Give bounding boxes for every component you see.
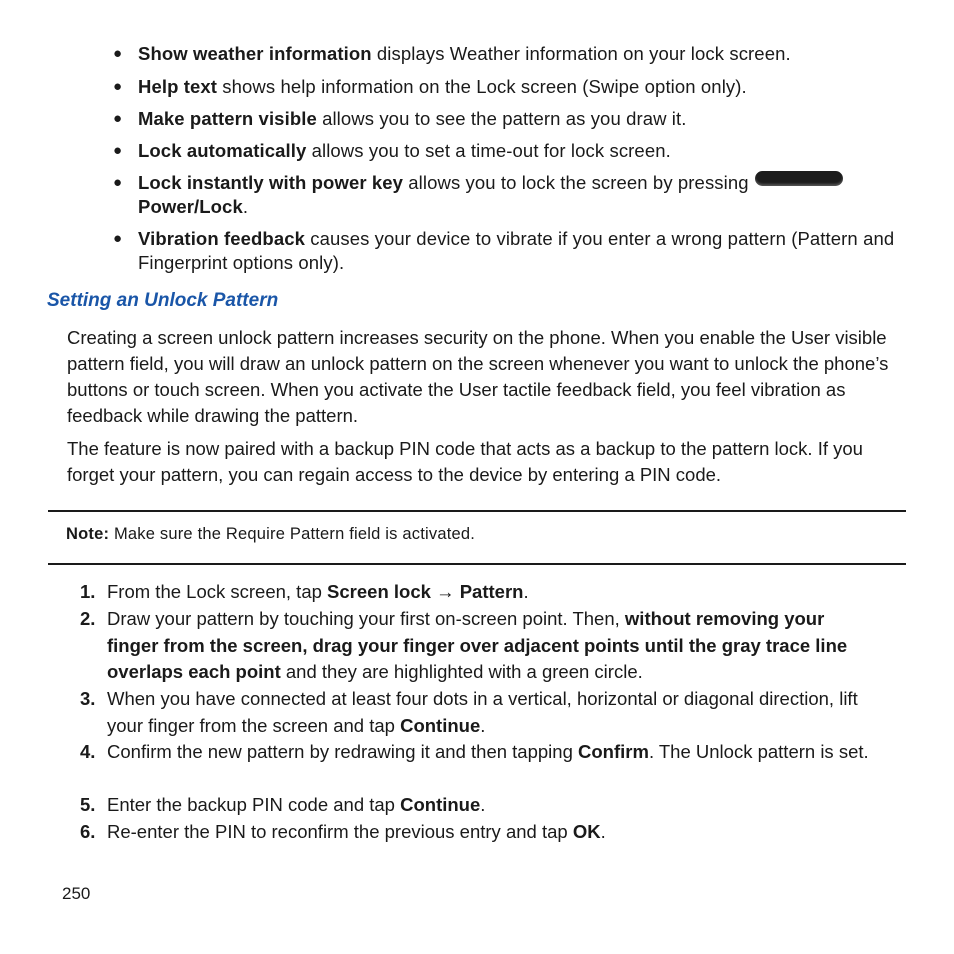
bullet-text: causes your device to vibrate if you enter a wrong pattern (Pattern and Fingerprint options only). [138, 228, 895, 273]
step-item [80, 606, 880, 686]
step-number: 2. [80, 608, 96, 629]
bullet-text: shows help information on the Lock screen (Swipe option only). [217, 76, 747, 97]
bullet-term: Vibration feedback [138, 228, 305, 249]
step-emphasis: Continue [400, 714, 481, 736]
step-emphasis: Pattern [459, 581, 524, 602]
step-text-run: Enter the backup PIN code and tap [107, 794, 401, 815]
bullet-term: Show weather information [138, 43, 372, 64]
step-number: 3. [80, 688, 96, 709]
note-label: Note: [66, 525, 110, 543]
section-heading: Setting an Unlock Pattern [47, 290, 279, 311]
bullet-text: . [242, 196, 249, 217]
step-item [80, 579, 880, 606]
step-item [80, 686, 880, 739]
note-text: Make sure the Require Pattern field is activated. [109, 525, 476, 543]
note-bottom-rule [48, 563, 906, 565]
bullet-dot: ● [113, 174, 123, 191]
list-item [113, 75, 903, 99]
bullet-dot: ● [113, 230, 123, 247]
step-emphasis: Confirm [578, 741, 649, 762]
list-item [113, 139, 903, 163]
body-paragraph: Creating a screen unlock pattern increases security on the phone. When you enable the User visible pattern field, you will draw an unlock pattern on the screen whenever you want to unlock the phone’s buttons or touch screen. When you activate the User tactile feedback field, you feel vibration as feedback while drawing the pattern. [67, 327, 889, 426]
note [66, 525, 475, 544]
step-emphasis: without removing your finger from the screen, drag your finger over adjacent points until the gray trace line overlaps each point [107, 608, 848, 682]
step-text [107, 686, 880, 739]
step-text-run: and they are highlighted with a green circle. [280, 661, 643, 682]
step-text [107, 739, 880, 766]
bullet-term-power-lock: Power/Lock [138, 196, 243, 217]
step-item [80, 819, 880, 846]
bullet-dot: ● [113, 45, 123, 62]
step-text-run: . [480, 794, 486, 815]
step-emphasis: Screen lock [327, 581, 431, 602]
note-top-rule [48, 510, 906, 512]
bullet-text: allows you to set a time-out for lock screen. [306, 140, 671, 161]
step-number: 4. [80, 741, 96, 762]
body-paragraph: The feature is now paired with a backup PIN code that acts as a backup to the pattern lock. If you forget your pattern, you can regain access to the device by entering a PIN code. [67, 438, 863, 485]
bullet-term: Lock automatically [138, 140, 307, 161]
bullet-dot: ● [113, 142, 123, 159]
page-number: 250 [62, 884, 91, 903]
list-item [113, 42, 903, 66]
step-emphasis: Continue [400, 794, 481, 815]
step-emphasis: OK [572, 821, 601, 842]
step-text [107, 819, 880, 846]
step-item [80, 792, 880, 819]
step-text-run: . [523, 581, 529, 602]
step-text [107, 606, 880, 686]
step-text [107, 792, 880, 819]
step-text-run: . [600, 821, 606, 842]
step-text-run: When you have connected at least four dots in a vertical, horizontal or diagonal direction, lift your finger from the screen and tap [107, 688, 858, 736]
list-item [113, 227, 903, 275]
list-item [113, 171, 903, 219]
step-text-run: Re-enter the PIN to reconfirm the previous entry and tap [107, 821, 573, 842]
step-text-run: . The Unlock pattern is set. [648, 741, 869, 762]
bullet-term: Lock instantly with power key [138, 172, 404, 193]
bullet-text: allows you to lock the screen by pressing [403, 172, 749, 193]
bullet-text: allows you to see the pattern as you draw it. [316, 108, 687, 129]
step-number: 5. [80, 794, 96, 815]
bullet-text: displays Weather information on your lock screen. [371, 43, 791, 64]
list-item [113, 107, 903, 131]
bullet-dot: ● [113, 110, 123, 127]
bullet-term: Help text [138, 76, 218, 97]
step-text-run: From the Lock screen, tap [107, 581, 328, 602]
power-key-icon [755, 171, 843, 186]
step-text-run: . [480, 714, 486, 736]
bullet-dot: ● [113, 78, 123, 95]
step-number: 6. [80, 821, 96, 842]
step-number: 1. [80, 581, 96, 602]
step-item [80, 739, 880, 766]
bullet-term: Make pattern visible [138, 108, 317, 129]
step-text-run: → [430, 581, 460, 602]
step-text [107, 579, 880, 606]
step-text-run: Confirm the new pattern by redrawing it and then tapping [107, 741, 579, 762]
step-text-run: Draw your pattern by touching your first on-screen point. Then, [107, 608, 625, 629]
